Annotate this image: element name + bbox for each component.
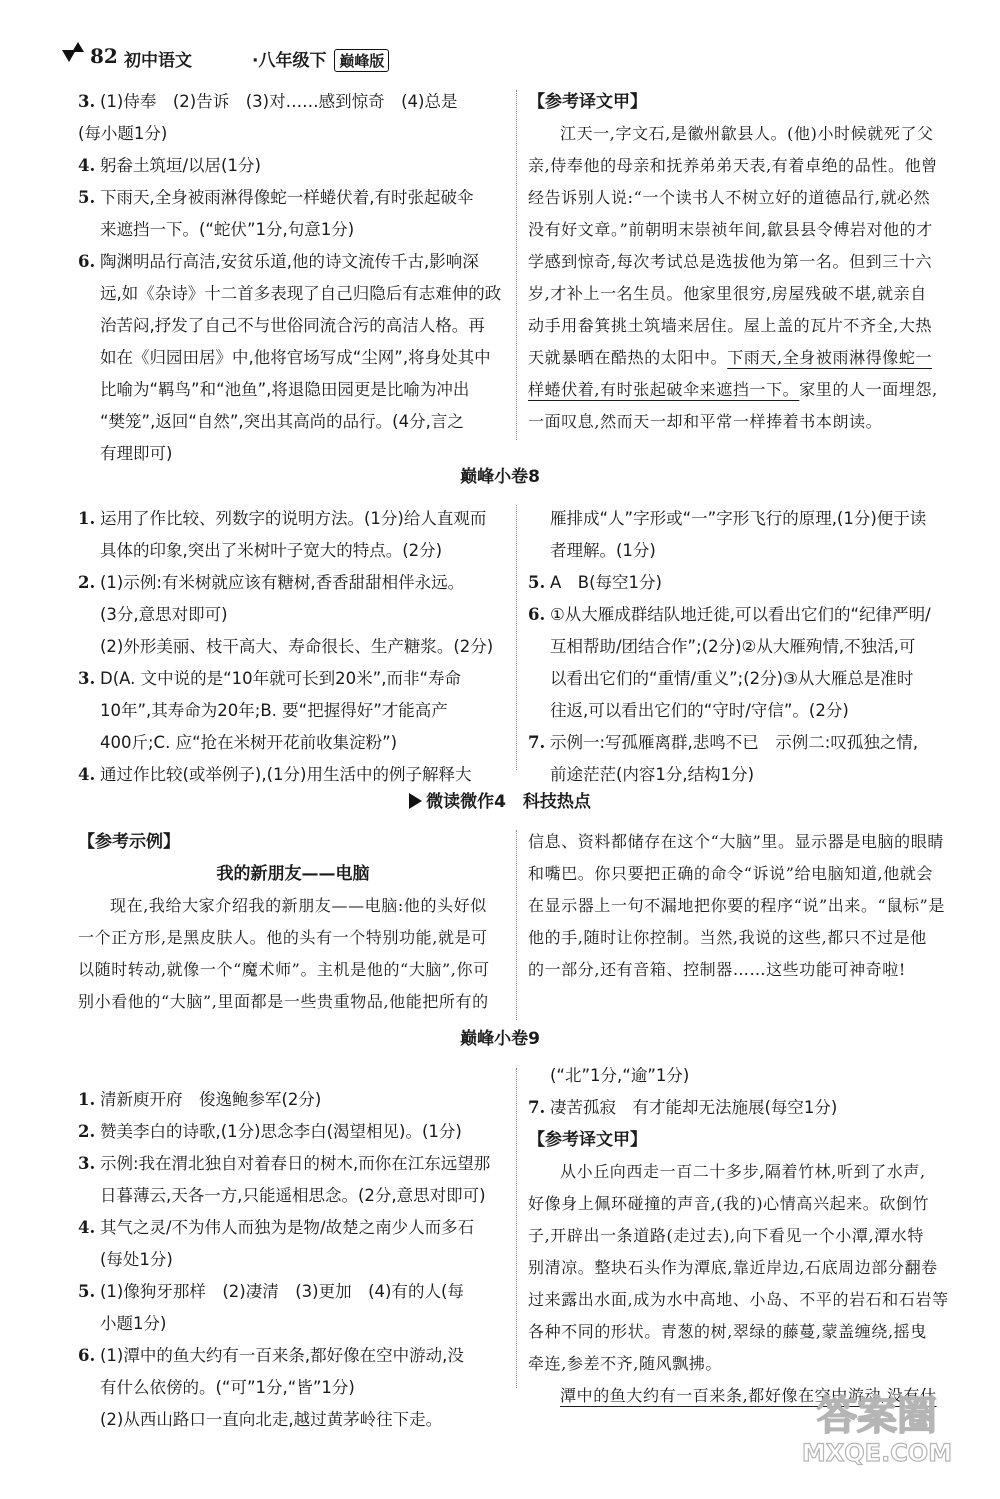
triangle-up-icon bbox=[72, 42, 84, 52]
translation-line: 牵连,参差不齐,随风飘拂。 bbox=[528, 1354, 722, 1373]
top-right-translation bbox=[528, 86, 960, 438]
answer-item: 6. (1)潭中的鱼大约有一百来条,都好像在空中游动,没 有什么依傍的。(“可”1分,“皆”1分) (2)从西山路口一直向北走,越过黄茅岭往下走。 bbox=[78, 1346, 464, 1429]
section9-right bbox=[528, 1060, 960, 1412]
section-title: 微读微作4 科技热点 bbox=[0, 787, 1000, 812]
answer-item: 7. 凄苦孤寂 有才能却无法施展(每空1分) bbox=[528, 1098, 838, 1117]
answer-item: 6. 陶渊明品行高洁,安贫乐道,他的诗文流传千古,影响深 远,如《杂诗》十二首多表现了自己归隐后有志难伸的政 治苦闷,抒发了自己不与世俗同流合污的高洁人格。再 如在《归园田居》中,他将官场写成“尘网”,将身处其中 比喻为“羁鸟”和“池鱼”,将退隐田园更是比喻为冲出 “樊笼”,返回“自然”,突出其高尚的品行。(4分,言之 有理即可) bbox=[78, 252, 502, 463]
answer-continuation: (“北”1分,“逾”1分) bbox=[550, 1066, 690, 1085]
essay-line: 和嘴巴。你只要把正确的命令“诉说”给电脑知道,他就会 bbox=[528, 864, 934, 883]
translation-line: 动手用畚箕挑土筑墙来居住。屋上盖的瓦片不齐全,大热 bbox=[528, 316, 933, 335]
translation-line: 江天一,字文石,是徽州歙县人。(他)小时候就死了父 bbox=[560, 124, 934, 143]
translation-tag: 【参考译文甲】 bbox=[528, 1130, 647, 1150]
translation-line: 没有好文章。”前朝明末崇祯年间,歙县县令傅岩对他的才 bbox=[528, 220, 933, 239]
translation-line: 过来露出水面,成为水中高地、小岛、不平的岩石和石岩等 bbox=[528, 1290, 949, 1309]
translation-line: 别清凉。整块石头作为潭底,靠近岸边,石底周边部分翻卷 bbox=[528, 1258, 938, 1277]
answer-item: 6. ①从大雁成群结队地迁徙,可以看出它们的“纪律严明/ 互相帮助/团结合作”;(2分)②从大雁殉情,不独活,可 以看出它们的“重情/重义”;(2分)③从大雁总是准时 往返,可以看出它们的“守时/守信”。(2分) bbox=[528, 605, 931, 720]
translation-line: 好像身上佩环碰撞的声音,(我的)心情高兴起来。砍倒竹 bbox=[528, 1194, 930, 1213]
answer-item: 5. 下雨天,全身被雨淋得像蛇一样蜷伏着,有时张起破伞 来遮挡一下。(“蛇伏”1分,句意1分) bbox=[78, 188, 474, 239]
essay-line: 他的手,随时让你控制。当然,我说的这些,都只不过是他 bbox=[528, 928, 927, 947]
translation-tag: 【参考译文甲】 bbox=[528, 92, 647, 112]
section9-left bbox=[78, 1084, 508, 1436]
top-left-answers bbox=[78, 86, 508, 470]
column-divider bbox=[516, 830, 517, 1020]
essay-line: 别小看他的“大脑”,里面都是一些贵重物品,他能把所有的 bbox=[78, 992, 489, 1011]
answer-item: 4. 躬畚土筑垣/以居(1分) bbox=[78, 156, 261, 175]
essay-line: 一个正方形,是黑皮肤人。他的头有一个特别功能,就是可 bbox=[78, 928, 488, 947]
weidu-right bbox=[528, 826, 960, 986]
section-title: 巅峰小卷9 bbox=[460, 1029, 540, 1049]
page-header bbox=[62, 30, 962, 70]
translation-line: 各种不同的形状。青葱的树,翠绿的藤蔓,蒙盖缠绕,摇曳 bbox=[528, 1322, 927, 1341]
answer-item: 1. 运用了作比较、列数字的说明方法。(1分)给人直观而 具体的印象,突出了米树叶子宽大的特点。(2分) bbox=[78, 509, 487, 560]
answer-item: 4. 通过作比较(或举例子),(1分)用生活中的例子解释大 bbox=[78, 765, 472, 784]
essay-line: 以随时转动,就像一个“魔术师”。主机是他的“大脑”,你可 bbox=[78, 960, 490, 979]
column-divider bbox=[516, 505, 517, 770]
translation-line: 从小丘向西走一百二十多步,隔着竹林,听到了水声, bbox=[560, 1162, 926, 1181]
weidu-left bbox=[78, 826, 508, 1018]
header-grade: ·八年级下 bbox=[252, 51, 327, 71]
watermark-graphic bbox=[782, 1381, 972, 1471]
edition-badge: 巅峰版 bbox=[334, 49, 389, 72]
section8-right bbox=[528, 503, 960, 791]
translation-line: 一面叹息,然而天一却和平常一样捧着书本朗读。 bbox=[528, 412, 883, 431]
header-subject: 初中语文 bbox=[124, 51, 192, 71]
section-title: 巅峰小卷8 bbox=[460, 467, 540, 487]
translation-line: 经告诉别人说:“一个读书人不树立好的道德品行,就必然 bbox=[528, 188, 931, 207]
answer-item: 7. 示例一:写孤雁离群,悲鸣不已 示例二:叹孤独之情, 前途茫茫(内容1分,结构1分) bbox=[528, 733, 919, 784]
translation-line: 亲,侍奉他的母亲和抚养弟弟天表,有着卓绝的品性。他曾 bbox=[528, 156, 938, 175]
example-tag: 【参考示例】 bbox=[78, 832, 180, 852]
essay-line: 的一部分,还有音箱、控制器……这些功能可神奇啦! bbox=[528, 960, 906, 979]
answer-item: 5. (1)像狗牙那样 (2)凄清 (3)更加 (4)有的人(每 小题1分) bbox=[78, 1282, 464, 1333]
translation-line: 样蜷伏着,有时张起破伞来遮挡一下。家里的人一面埋怨, bbox=[528, 380, 938, 399]
section8-left bbox=[78, 503, 508, 791]
answer-continuation: 者理解。(1分) bbox=[550, 541, 656, 560]
essay-line: 信息、资料都储存在这个“大脑”里。显示器是电脑的眼睛 bbox=[528, 832, 944, 851]
translation-line: 天就暴晒在酷热的太阳中。下雨天,全身被雨淋得像蛇一 bbox=[528, 348, 933, 367]
translation-line: 岁,才补上一名生员。他家里很穷,房屋残破不堪,就亲自 bbox=[528, 284, 927, 303]
answer-item: 2. 赞美李白的诗歌,(1分)思念李白(渴望相见)。(1分) bbox=[78, 1122, 462, 1141]
answer-item: 3. 示例:我在渭北独自对着春日的树木,而你在江东远望那 日暮薄云,天各一方,只能遥相思念。(2分,意思对即可) bbox=[78, 1154, 491, 1205]
answer-item: 5. A B(每空1分) bbox=[528, 573, 662, 592]
column-divider bbox=[516, 1068, 517, 1388]
watermark-logo bbox=[782, 1381, 972, 1471]
column-divider bbox=[516, 90, 517, 440]
answer-line: (每小题1分) bbox=[78, 124, 168, 143]
answer-item: 1. 清新庾开府 俊逸鲍参军(2分) bbox=[78, 1090, 322, 1109]
translation-line: 子,开辟出一条道路(走过去),向下看见一个小潭,潭水特 bbox=[528, 1226, 924, 1245]
answer-item: 2. (1)示例:有米树就应该有糖树,香香甜甜相伴永远。 (3分,意思对即可) (2)外形美丽、枝干高大、寿命很长、生产糖浆。(2分) bbox=[78, 573, 494, 656]
page-number: 82 bbox=[90, 44, 118, 68]
watermark-text: 答案圈 bbox=[817, 1393, 937, 1439]
essay-line: 在显示器上一句不漏地把你要的程序“说”出来。“鼠标”是 bbox=[528, 896, 945, 915]
watermark-domain: MXQE.COM bbox=[801, 1439, 953, 1467]
header-title bbox=[124, 46, 389, 72]
answer-item: 3. (1)侍奉 (2)告诉 (3)对……感到惊奇 (4)总是 bbox=[78, 92, 458, 111]
essay-title: 我的新朋友——电脑 bbox=[216, 864, 370, 884]
play-arrow-icon bbox=[409, 793, 422, 809]
translation-line: 学感到惊奇,每次考试总是选拔他为第一名。但到三十六 bbox=[528, 252, 933, 271]
answer-item: 4. 其气之灵/不为伟人而独为是物/故楚之南少人而多石 (每处1分) bbox=[78, 1218, 475, 1269]
translation-line: 潭中的鱼大约有一百来条,都好像在空中游动,没有什 bbox=[560, 1386, 937, 1405]
answer-item: 3. D(A. 文中说的是“10年就可长到20米”,而非“寿命 10年”,其寿命为20年;B. 要“把握得好”才能高产 400斤;C. 应“抢在米树开花前收集淀粉”) bbox=[78, 669, 462, 752]
essay-line: 现在,我给大家介绍我的新朋友——电脑:他的头好似 bbox=[110, 896, 487, 915]
answer-continuation: 雁排成“人”字形或“一”字形飞行的原理,(1分)便于读 bbox=[550, 509, 927, 528]
